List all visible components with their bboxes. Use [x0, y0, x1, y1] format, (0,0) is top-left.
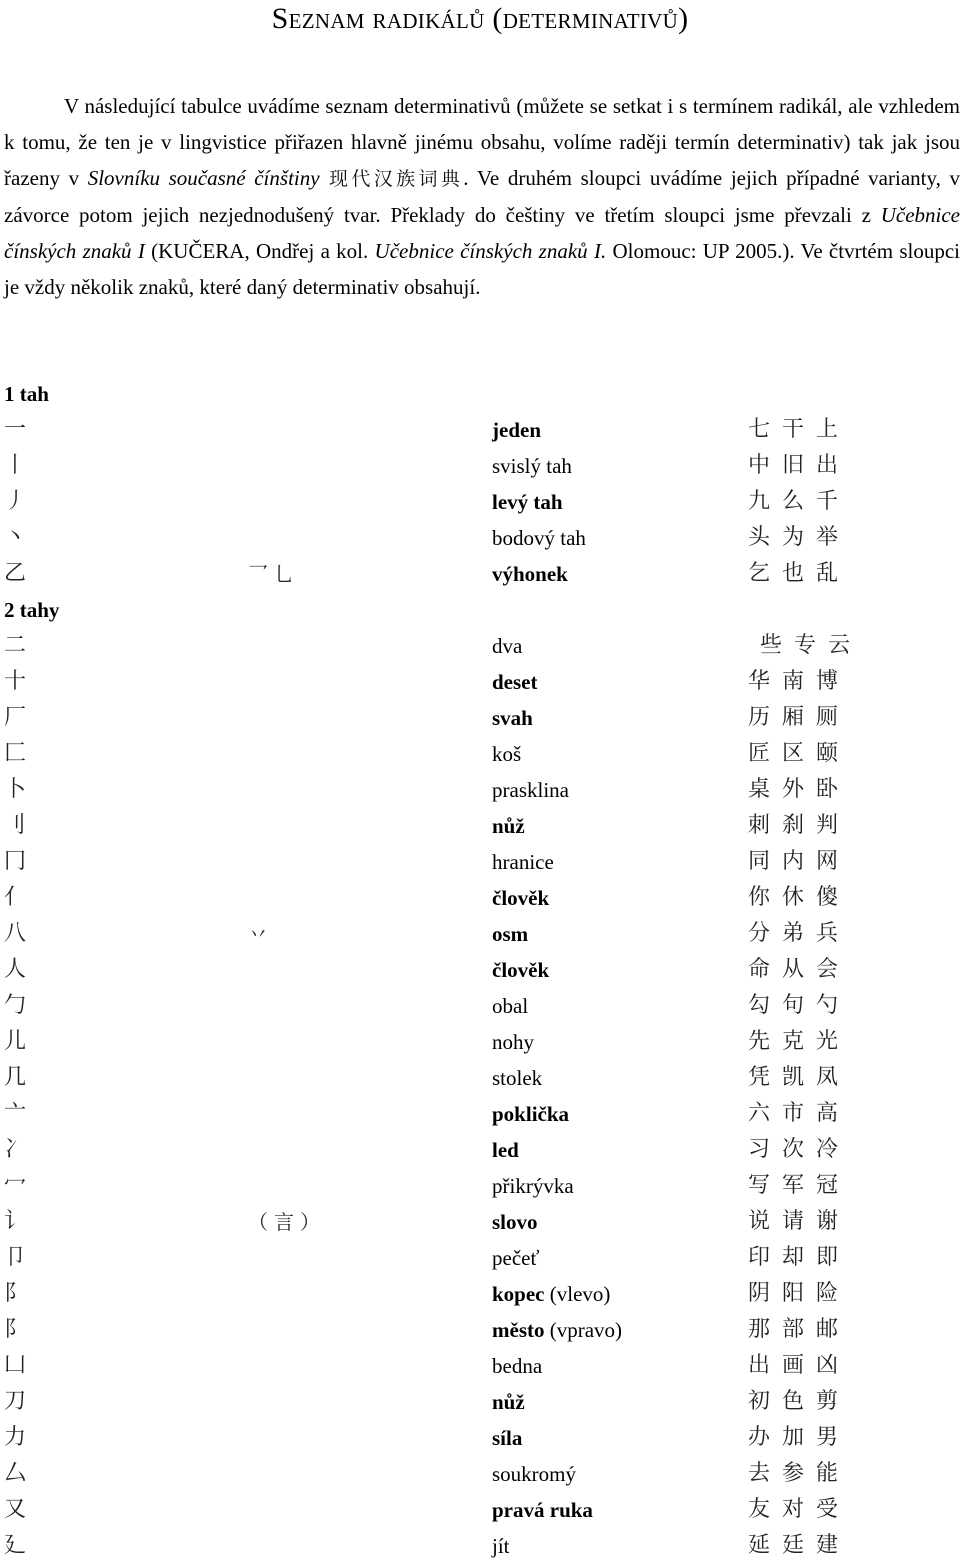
- example-characters: 历厢厕: [748, 705, 851, 730]
- radical-row: [4, 448, 960, 484]
- radical-variant: 丷: [248, 922, 274, 946]
- example-characters: 些专云: [760, 633, 863, 658]
- radical-character: 刂: [4, 813, 27, 838]
- radical-character: 廴: [4, 1533, 27, 1558]
- radical-character: 儿: [4, 1029, 27, 1054]
- radical-row: [4, 1528, 960, 1564]
- intro-paragraph: [4, 88, 960, 305]
- radical-meaning: dva: [492, 634, 523, 658]
- intro-text-4: Olomouc: UP 2005.). Ve čtvrtém sloupci je vždy několik znaků, které daný determinativ obsahují.: [4, 239, 960, 299]
- radical-meaning-cell: [492, 1168, 742, 1204]
- radical-meaning: nohy: [492, 1030, 534, 1054]
- radical-character: 丶: [4, 525, 27, 550]
- radical-meaning: kopec: [492, 1282, 545, 1306]
- radical-row: [4, 1312, 960, 1348]
- radical-meaning: levý tah: [492, 490, 563, 514]
- radical-meaning-note: (vpravo): [544, 1318, 623, 1342]
- radical-meaning-cell: [492, 1456, 742, 1492]
- radical-meaning: svah: [492, 706, 533, 730]
- radical-row: [4, 844, 960, 880]
- radical-meaning: nůž: [492, 1390, 525, 1414]
- radical-row: [4, 880, 960, 916]
- radical-character: 十: [4, 669, 27, 694]
- radical-meaning-cell: [492, 808, 742, 844]
- example-characters: 办加男: [748, 1425, 851, 1450]
- radical-row: [4, 1240, 960, 1276]
- radical-variant: 乛乚: [248, 562, 300, 586]
- radical-row: [4, 1348, 960, 1384]
- radical-row: [4, 556, 960, 592]
- radical-meaning: bedna: [492, 1354, 543, 1378]
- radical-row: [4, 1096, 960, 1132]
- radical-meaning-cell: [492, 1384, 742, 1420]
- radical-character: 八: [4, 921, 27, 946]
- radical-meaning-cell: [492, 1060, 742, 1096]
- radical-meaning-cell: [492, 1348, 742, 1384]
- example-characters: 九么千: [748, 489, 851, 514]
- radical-character: 匚: [4, 741, 27, 766]
- radical-meaning-cell: [492, 448, 742, 484]
- example-characters: 阴阳险: [748, 1281, 851, 1306]
- example-characters: 出画凶: [748, 1353, 851, 1378]
- radical-character: 几: [4, 1065, 27, 1090]
- radical-meaning: hranice: [492, 850, 554, 874]
- radical-character: 阝: [4, 1317, 27, 1342]
- radical-meaning: prasklina: [492, 778, 569, 802]
- radical-meaning: bodový tah: [492, 526, 586, 550]
- radical-meaning-cell: [492, 1312, 742, 1348]
- radical-character: 厂: [4, 705, 27, 730]
- radical-meaning: člověk: [492, 958, 550, 982]
- radical-character: 刀: [4, 1389, 27, 1414]
- radical-row: [4, 736, 960, 772]
- radical-meaning: přikrývka: [492, 1174, 574, 1198]
- radical-row: [4, 772, 960, 808]
- radical-character: 冫: [4, 1137, 27, 1162]
- radical-row: [4, 1276, 960, 1312]
- radical-meaning: jít: [492, 1534, 510, 1558]
- example-characters: 匠区颐: [748, 741, 851, 766]
- radical-meaning: město: [492, 1318, 545, 1342]
- radical-meaning: jeden: [492, 418, 541, 442]
- example-characters: 印却即: [748, 1245, 851, 1270]
- radical-character: 又: [4, 1497, 27, 1522]
- example-characters: 桌外卧: [748, 777, 851, 802]
- radical-row: [4, 808, 960, 844]
- radical-character: 乙: [4, 561, 27, 586]
- intro-italic-2: Učebnice čínských znaků I: [4, 203, 960, 263]
- radical-row: [4, 1168, 960, 1204]
- radical-meaning-cell: [492, 952, 742, 988]
- radical-character: 亠: [4, 1101, 27, 1126]
- example-characters: 头为举: [748, 525, 851, 550]
- page-title: Seznam radikálů (determinativů): [271, 2, 689, 35]
- radical-meaning: výhonek: [492, 562, 568, 586]
- radical-character: 厶: [4, 1461, 27, 1486]
- radical-meaning: nůž: [492, 814, 525, 838]
- radical-character: 亻: [4, 885, 27, 910]
- radical-character: 一: [4, 417, 27, 442]
- example-characters: 乞也乱: [748, 561, 851, 586]
- radical-row: [4, 1420, 960, 1456]
- example-characters: 中旧出: [748, 453, 851, 478]
- radical-meaning-cell: [492, 1528, 742, 1564]
- stroke-group-heading: 2 tahy: [4, 598, 60, 622]
- radical-character: 卩: [4, 1245, 27, 1270]
- radical-meaning-cell: [492, 1132, 742, 1168]
- example-characters: 先克光: [748, 1029, 851, 1054]
- radical-row: [4, 1384, 960, 1420]
- radical-row: [4, 628, 960, 664]
- radical-meaning-cell: [492, 1420, 742, 1456]
- radical-meaning-cell: [492, 772, 742, 808]
- example-characters: 初色剪: [748, 1389, 851, 1414]
- radical-character: 阝: [4, 1281, 27, 1306]
- radical-row: [4, 1492, 960, 1528]
- intro-chinese-title: 现代汉族词典: [319, 168, 464, 190]
- radical-row: [4, 1204, 960, 1240]
- radical-meaning-cell: [492, 520, 742, 556]
- radical-row: [4, 1060, 960, 1096]
- radical-meaning-cell: [492, 556, 742, 592]
- example-characters: 说请谢: [748, 1209, 851, 1234]
- radical-row: [4, 412, 960, 448]
- radical-character: 讠: [4, 1209, 27, 1234]
- intro-text-2: . Ve druhém sloupci uvádíme jejich případné varianty, v závorce potom jejich nezjednodušený tvar. Překlady do češtiny ve třetím sloupci jsme převzali z: [4, 166, 960, 227]
- radical-meaning-cell: [492, 1492, 742, 1528]
- radical-meaning: soukromý: [492, 1462, 576, 1486]
- example-characters: 七干上: [748, 417, 851, 442]
- radical-meaning-cell: [492, 700, 742, 736]
- radical-meaning: obal: [492, 994, 529, 1018]
- radical-meaning: člověk: [492, 886, 550, 910]
- radical-meaning-cell: [492, 988, 742, 1024]
- example-characters: 延廷建: [748, 1533, 851, 1558]
- radical-meaning-cell: [492, 844, 742, 880]
- radical-variant: （言）: [248, 1210, 326, 1234]
- example-characters: 友对受: [748, 1497, 851, 1522]
- example-characters: 凭凯凤: [748, 1065, 851, 1090]
- example-characters: 六市高: [748, 1101, 851, 1126]
- radical-meaning: poklička: [492, 1102, 570, 1126]
- radical-meaning-cell: [492, 1204, 742, 1240]
- intro-text-3: (KUČERA, Ondřej a kol.: [144, 239, 375, 263]
- example-characters: 写军冠: [748, 1173, 851, 1198]
- radical-row: [4, 1456, 960, 1492]
- example-characters: 同内网: [748, 849, 851, 874]
- radical-meaning: svislý tah: [492, 454, 572, 478]
- example-characters: 华南博: [748, 669, 851, 694]
- radical-character: 丿: [4, 489, 27, 514]
- radical-meaning-cell: [492, 736, 742, 772]
- example-characters: 去参能: [748, 1461, 851, 1486]
- radical-meaning-cell: [492, 628, 742, 664]
- radical-row: [4, 988, 960, 1024]
- radical-meaning-cell: [492, 916, 742, 952]
- radical-character: 人: [4, 957, 27, 982]
- radical-meaning: osm: [492, 922, 529, 946]
- radical-meaning: síla: [492, 1426, 523, 1450]
- radical-meaning-note: (vlevo): [544, 1282, 611, 1306]
- radical-row: [4, 1024, 960, 1060]
- radical-row: [4, 916, 960, 952]
- intro-text-1: V následující tabulce uvádíme seznam determinativů (můžete se setkat i s termínem radikál, ale vzhledem k tomu, že ten je v lingvistice přiřazen hlavně jinému obsahu, volíme raději termín determinativ) tak jak jsou řazeny v: [4, 94, 960, 190]
- radical-character: 卜: [4, 777, 27, 802]
- radical-meaning-cell: [492, 1096, 742, 1132]
- example-characters: 分弟兵: [748, 921, 851, 946]
- intro-italic-3: Učebnice čínských znaků I.: [374, 239, 607, 263]
- radical-character: 丨: [4, 453, 27, 478]
- radical-meaning: pravá ruka: [492, 1498, 593, 1522]
- radical-meaning: deset: [492, 670, 538, 694]
- radical-meaning-cell: [492, 412, 742, 448]
- example-characters: 命从会: [748, 957, 851, 982]
- radical-character: 凵: [4, 1353, 27, 1378]
- radical-row: [4, 700, 960, 736]
- example-characters: 习次冷: [748, 1137, 851, 1162]
- radical-row: [4, 484, 960, 520]
- radical-row: [4, 520, 960, 556]
- radical-meaning-cell: [492, 1024, 742, 1060]
- radical-character: 冂: [4, 849, 27, 874]
- radical-character: 冖: [4, 1173, 27, 1198]
- radical-meaning: slovo: [492, 1210, 538, 1234]
- radical-meaning-cell: [492, 484, 742, 520]
- stroke-group-heading: 1 tah: [4, 382, 49, 406]
- example-characters: 刺刹判: [748, 813, 851, 838]
- radical-meaning-cell: [492, 664, 742, 700]
- radical-meaning: led: [492, 1138, 519, 1162]
- radical-character: 力: [4, 1425, 27, 1450]
- example-characters: 勾句勺: [748, 993, 851, 1018]
- radical-character: 勹: [4, 993, 27, 1018]
- radical-meaning-cell: [492, 1240, 742, 1276]
- example-characters: 你休傻: [748, 885, 851, 910]
- radical-meaning: stolek: [492, 1066, 543, 1090]
- radical-meaning: koš: [492, 742, 522, 766]
- radical-table: [4, 376, 960, 1564]
- intro-italic-1: Slovníku současné čínštiny: [87, 166, 320, 190]
- radical-row: [4, 664, 960, 700]
- radical-meaning: pečeť: [492, 1246, 540, 1270]
- radical-character: 二: [4, 633, 27, 658]
- example-characters: 那部邮: [748, 1317, 851, 1342]
- radical-meaning-cell: [492, 880, 742, 916]
- radical-row: [4, 952, 960, 988]
- radical-meaning-cell: [492, 1276, 742, 1312]
- radical-row: [4, 1132, 960, 1168]
